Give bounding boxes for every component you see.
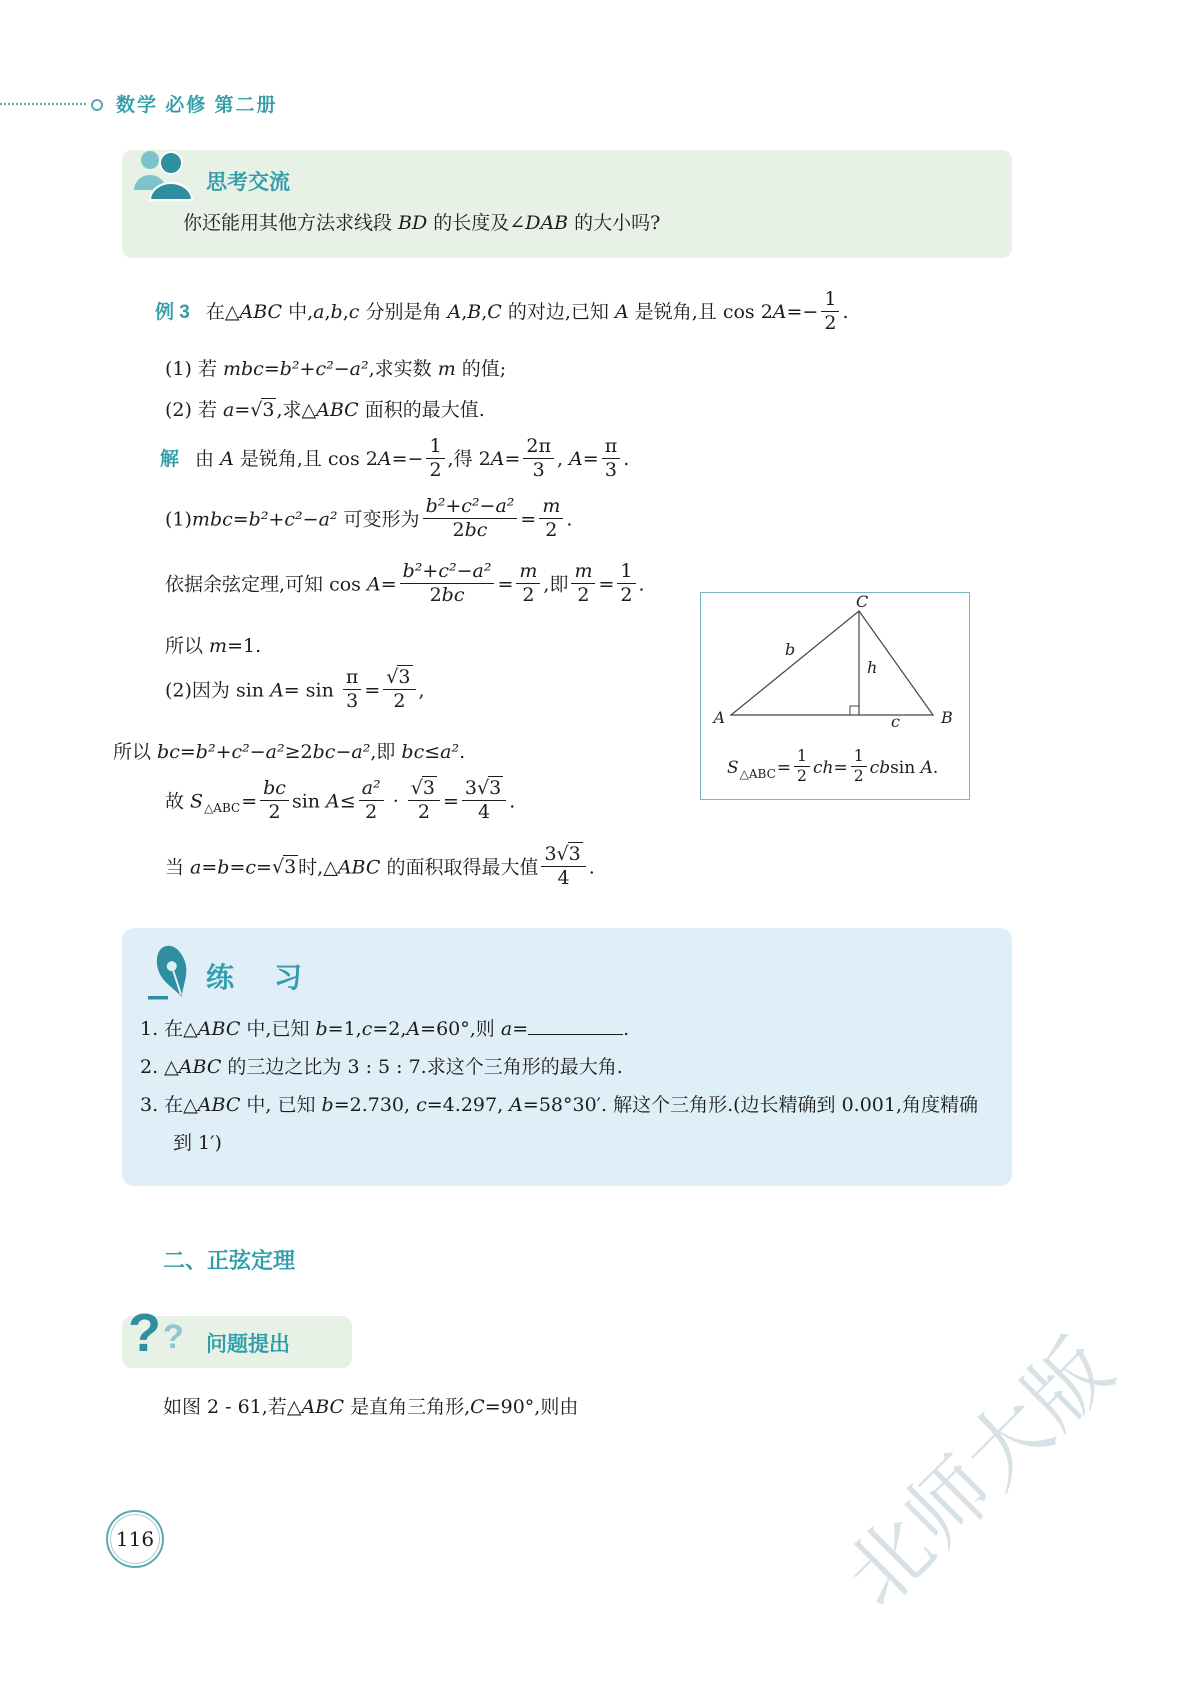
right-angle-mark [850, 706, 859, 715]
solution-line-6: 所以 bc=b²+c²−a²≥2bc−a²,即 bc≤a². [113, 741, 466, 763]
example-3-intro-text: 在△ABC 中,a,b,c 分别是角 A,B,C 的对边,已知 A 是锐角,且 cos 2A=− $\frac{1}{2}$ . [205, 288, 849, 334]
header-dot-icon [91, 99, 103, 111]
problem-raised-title: 问题提出 [206, 1333, 290, 1356]
think-exchange-title: 思考交流 [206, 171, 290, 194]
practice-item-3: 3. 在△ABC 中, 已知 b=2.730, c=4.297, A=58°30′. 解这个三角形.(边长精确到 0.001,角度精确到 1′) [140, 1094, 978, 1154]
solution-line-1 [160, 437, 629, 484]
side-b-label: b [785, 640, 796, 659]
page-number-badge [106, 1510, 164, 1568]
side-c-label: c [891, 712, 900, 731]
example-3-question-1: (1) 若 mbc=b²+c²−a²,求实数 m 的值; [165, 358, 507, 380]
pen-underline [148, 996, 168, 1000]
example-3-question-2: (2) 若 a=√3 ,求△ABC 面积的最大值. [165, 399, 485, 421]
triangle-figure [700, 592, 970, 800]
solution-line-4: 所以 m=1. [165, 635, 262, 657]
pen-nib [152, 942, 195, 1001]
solution-line-2: (1)mbc=b²+c²−a² 可变形为 $\frac{\text{b²+c²−a²}}{2bc}$ = $\frac{m}{2}$ . [165, 495, 573, 541]
example-3-label: 例 3 [155, 302, 190, 324]
question-mark-icon: ? [128, 1303, 161, 1363]
solution-line-7: 故 $S_{\triangle ABC}=$ $\frac{bc}{2}$ sin A≤ $\frac{\text{a²}}{2}$ · $\frac{√3}{2}$ = $\frac{3√3}{4}$ . [165, 777, 516, 823]
practice-title: 练 习 [206, 962, 309, 993]
figure-area-formula: $S_{\triangle ABC}=$ $\frac{1}{2}$ ch= $\frac{1}{2}$ cbsin A. [727, 746, 939, 785]
problem-raised-text: 如图 2 - 61,若△ABC 是直角三角形,C=90°,则由 [163, 1396, 579, 1418]
solution-label: 解 [160, 449, 180, 471]
solution-line-5: (2)因为 sin A= sin $\frac{\pi}{3}$ = $\frac{√3}{2}$ , [165, 666, 425, 712]
pen-icon [148, 932, 198, 1002]
practice-item-1: 1. 在△ABC 中,已知 b=1,c=2,A=60°,则 a= . [140, 1010, 988, 1048]
practice-items [140, 1010, 988, 1162]
publisher-watermark: 北师大版 [827, 1320, 1133, 1625]
solution-line-8: 当 a=b=c=√3 时,△ABC 的面积取得最大值 $\frac{3√3}{4}$ . [165, 843, 595, 889]
question-mark-icon-small: ? [163, 1318, 184, 1356]
book-title: 数学 必修 第二册 [116, 95, 278, 116]
vertex-a-label: A [713, 708, 725, 727]
example-3-intro-line [155, 290, 849, 337]
triangle-diagram [701, 593, 967, 743]
solution-line-1-text: 由 A 是锐角,且 cos 2A=− $\frac{1}{2}$ ,得 2A= $\frac{2\pi}{3}$ , A= $\frac{\pi}{3}$ . [195, 435, 630, 481]
solution-line-3: 依据余弦定理,可知 cos A= $\frac{\text{b²+c²−a²}}{2bc}$ = $\frac{m}{2}$ ,即 $\frac{m}{2}$ = $\frac{1}{2}$ . [165, 560, 645, 606]
triangle-outline [731, 611, 933, 715]
people-icon [130, 146, 196, 202]
section-heading-sine-rule: 二、正弦定理 [163, 1248, 296, 1273]
practice-item-2: 2. △ABC 的三边之比为 3 : 5 : 7.求这个三角形的最大角. [140, 1056, 623, 1078]
page-number: 116 [115, 1527, 155, 1551]
vertex-b-label: B [941, 708, 953, 727]
vertex-c-label: C [856, 593, 869, 611]
height-h-label: h [867, 658, 878, 677]
header-dotted-rule [0, 103, 86, 105]
think-exchange-question: 你还能用其他方法求线段 BD 的长度及∠DAB 的大小吗? [183, 212, 661, 234]
people-icon-back-head [141, 151, 159, 169]
people-icon-front-head [160, 152, 182, 174]
